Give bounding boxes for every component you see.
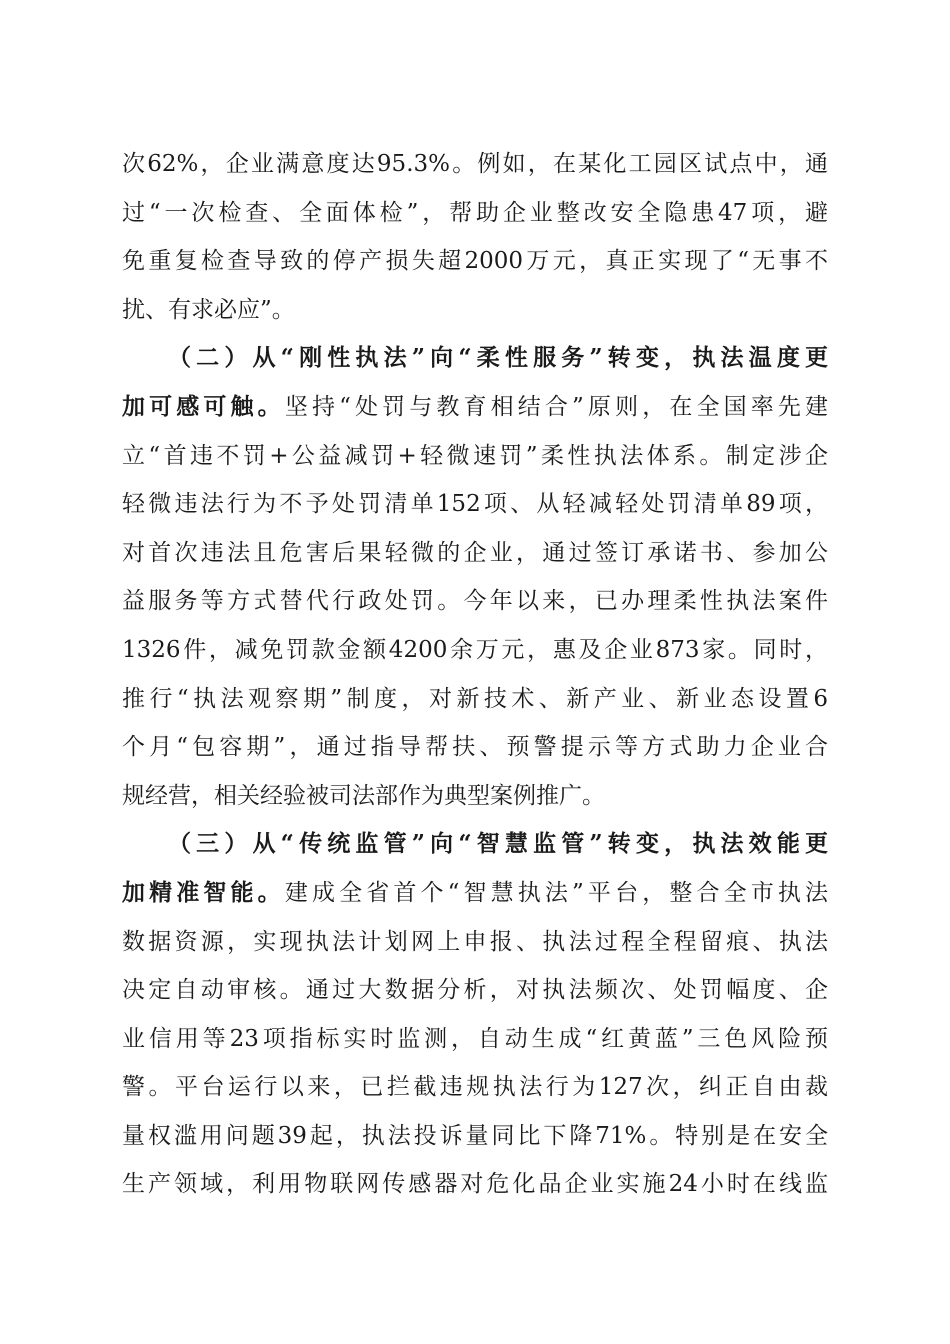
p3-heading-line-1: （三）从“传统监管”向“智慧监管”转变，执法效能更 <box>168 830 828 858</box>
p2-line-6: 益服务等方式替代行政处罚。今年以来，已办理柔性执法案件 <box>122 588 828 615</box>
body-text <box>122 140 828 1209</box>
p3-line-2 <box>122 869 828 918</box>
p2-line-8: 推行“执法观察期”制度，对新技术、新产业、新业态设置6 <box>122 685 828 712</box>
p3-heading-line-2: 加精准智能。 <box>122 878 285 906</box>
p2-line-3: 立“首违不罚+公益减罚+轻微速罚”柔性执法体系。制定涉企 <box>122 442 828 469</box>
p2-line-2-rest: 坚持“处罚与教育相结合”原则，在全国率先建 <box>284 393 828 420</box>
p2-line-5: 对首次违法且危害后果轻微的企业，通过签订承诺书、参加公 <box>122 539 828 566</box>
p3-line-8: 生产领域，利用物联网传感器对危化品企业实施24小时在线监 <box>122 1171 828 1198</box>
p2-line-10: 规经营，相关经验被司法部作为典型案例推广。 <box>122 782 605 809</box>
p2-line-2 <box>122 383 828 432</box>
p1-line-1: 次62%，企业满意度达95.3%。例如，在某化工园区试点中，通 <box>122 151 828 177</box>
p3-line-6: 警。平台运行以来，已拦截违规执法行为127次，纠正自由裁 <box>122 1074 828 1101</box>
p1-line-2: 过“一次检查、全面体检”，帮助企业整改安全隐患47项，避 <box>122 199 828 226</box>
p3-line-4: 决定自动审核。通过大数据分析，对执法频次、处罚幅度、企 <box>122 977 828 1004</box>
p2-line-7: 1326件，减免罚款金额4200余万元，惠及企业873家。同时， <box>122 636 828 663</box>
p2-line-9: 个月“包容期”，通过指导帮扶、预警提示等方式助力企业合 <box>122 734 828 761</box>
p2-heading-line-2: 加可感可触。 <box>122 392 285 420</box>
p2-line-4: 轻微违法行为不予处罚清单152项、从轻减轻处罚清单89项， <box>122 491 828 518</box>
p2-heading-line-1: （二）从“刚性执法”向“柔性服务”转变，执法温度更 <box>168 344 828 372</box>
p1-line-4: 扰、有求必应”。 <box>122 296 295 323</box>
p3-line-5: 业信用等23项指标实时监测，自动生成“红黄蓝”三色风险预 <box>122 1025 828 1052</box>
p3-line-3: 数据资源，实现执法计划网上申报、执法过程全程留痕、执法 <box>122 928 828 955</box>
p3-line-2-rest: 建成全省首个“智慧执法”平台，整合全市执法 <box>284 879 828 906</box>
p3-line-7: 量权滥用问题39起，执法投诉量同比下降71%。特别是在安全 <box>122 1122 828 1149</box>
p1-line-3: 免重复检查导致的停产损失超2000万元，真正实现了“无事不 <box>122 248 828 275</box>
